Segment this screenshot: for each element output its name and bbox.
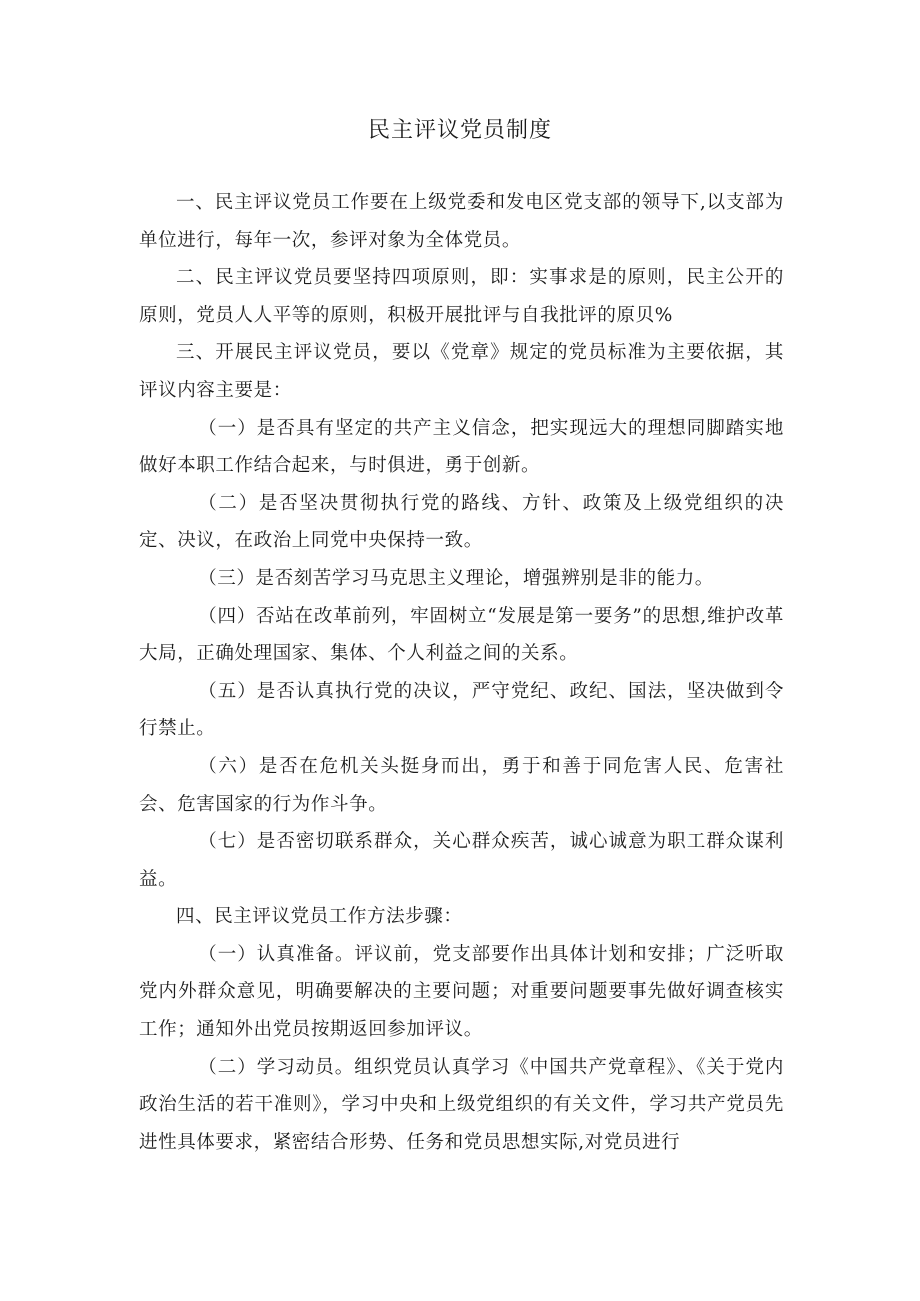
paragraph-section-2: 二、民主评议党员要坚持四项原则，即：实事求是的原则，民主公开的原则，党员人人平等的原则，积极开展批评与自我批评的原贝% xyxy=(139,267,784,326)
document-body xyxy=(139,184,784,1161)
paragraph-section-4: 四、民主评议党员工作方法步骤： xyxy=(176,906,463,928)
paragraph-section-3: 三、开展民主评议党员，要以《党章》规定的党员标准为主要依据，其评议内容主要是： xyxy=(139,342,784,401)
paragraph-section-1: 一、民主评议党员工作要在上级党委和发电区党支部的领导下,以支部为单位进行，每年一次，参评对象为全体党员。 xyxy=(139,192,784,251)
paragraph-step-1: （一）认真准备。评议前，党支部要作出具体计划和安排；广泛听取党内外群众意见，明确要解决的主要问题；对重要问题要事先做好调查核实工作；通知外出党员按期返回参加评议。 xyxy=(139,943,784,1041)
paragraph-item-2: （二）是否坚决贯彻执行党的路线、方针、政策及上级党组织的决定、决议，在政治上同党中央保持一致。 xyxy=(139,492,784,552)
paragraph-item-7: （七）是否密切联系群众，关心群众疾苦，诚心诚意为职工群众谋利益。 xyxy=(139,831,784,890)
paragraph-item-6: （六）是否在危机关头挺身而出，勇于和善于同危害人民、危害社会、危害国家的行为作斗争。 xyxy=(139,755,784,815)
paragraph-item-4: （四）否站在改革前列，牢固树立“发展是第一要务”的思想,维护改革大局，正确处理国家、集体、个人利益之间的关系。 xyxy=(139,605,784,665)
document-title: 民主评议党员制度 xyxy=(367,118,552,143)
paragraph-item-3: （三）是否刻苦学习马克思主义理论，增强辨别是非的能力。 xyxy=(198,567,714,589)
paragraph-item-1: （一）是否具有坚定的共产主义信念，把实现远大的理想同脚踏实地做好本职工作结合起来，与时俱进，勇于创新。 xyxy=(139,417,784,477)
paragraph-step-2: （二）学习动员。组织党员认真学习《中国共产党章程》、《关于党内政治生活的若干准则》，学习中央和上级党组织的有关文件，学习共产党员先进性具体要求，紧密结合形势、任务和党员思想实际,对党员进行 xyxy=(139,1056,784,1153)
paragraph-item-5: （五）是否认真执行党的决议，严守党纪、政纪、国法，坚决做到令行禁止。 xyxy=(139,680,784,740)
